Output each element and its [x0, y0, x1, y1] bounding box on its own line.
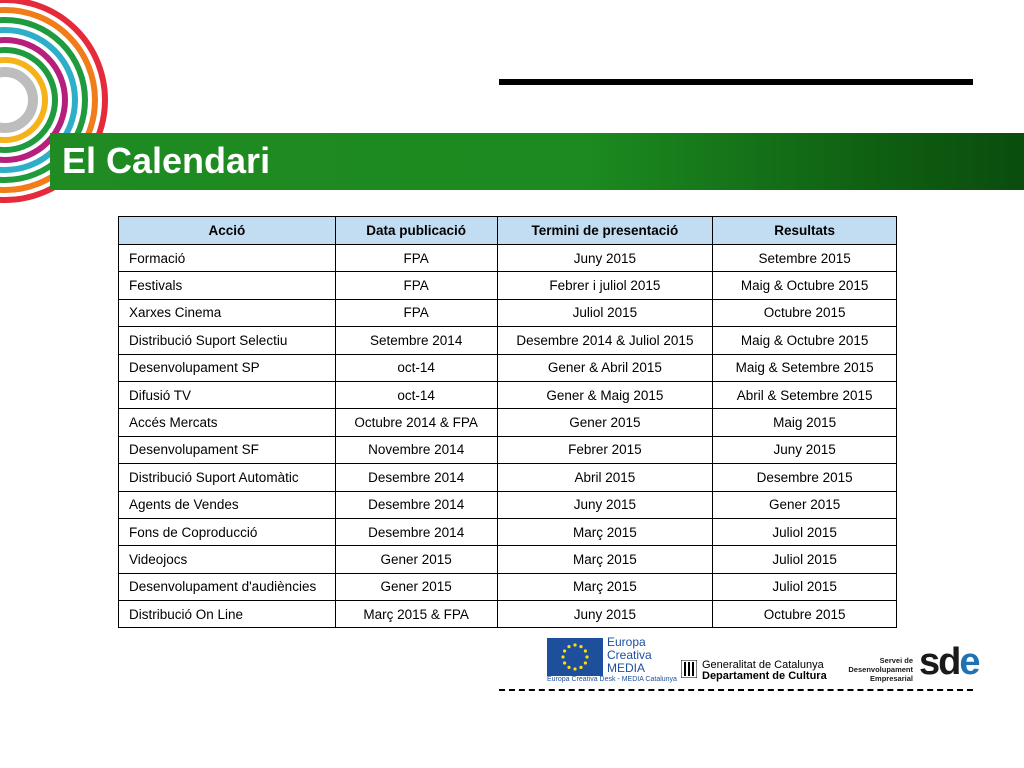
table-row: [119, 518, 897, 545]
table-row: [119, 464, 897, 491]
table-header-row: [119, 217, 897, 245]
title-bar: [50, 133, 1024, 190]
media-line: MEDIA: [607, 661, 646, 675]
cell-data-publicacio: Desembre 2014: [335, 464, 497, 491]
cell-termini: Gener 2015: [497, 409, 713, 436]
cell-accio: Videojocs: [119, 546, 336, 573]
table-row: [119, 436, 897, 463]
generalitat-icon: [681, 660, 697, 678]
table-row: [119, 299, 897, 326]
table-row: [119, 354, 897, 381]
calendar-table: [118, 216, 897, 628]
europa-creativa-logo: [607, 636, 652, 675]
cell-data-publicacio: Octubre 2014 & FPA: [335, 409, 497, 436]
table-row: [119, 601, 897, 628]
header-data-publicacio: Data publicació: [335, 217, 497, 245]
cell-data-publicacio: FPA: [335, 272, 497, 299]
cell-resultats: Abril & Setembre 2015: [713, 381, 897, 408]
table-row: [119, 245, 897, 272]
cell-accio: Distribució Suport Automàtic: [119, 464, 336, 491]
cell-termini: Gener & Maig 2015: [497, 381, 713, 408]
header-accio: Acció: [119, 217, 336, 245]
cell-data-publicacio: oct-14: [335, 354, 497, 381]
europa-line: Europa: [607, 635, 646, 649]
cell-data-publicacio: Setembre 2014: [335, 327, 497, 354]
cell-resultats: Maig & Setembre 2015: [713, 354, 897, 381]
table-row: [119, 272, 897, 299]
decorative-arcs: [0, 0, 110, 240]
cell-data-publicacio: Novembre 2014: [335, 436, 497, 463]
cell-data-publicacio: Desembre 2014: [335, 518, 497, 545]
cell-accio: Xarxes Cinema: [119, 299, 336, 326]
cell-data-publicacio: Desembre 2014: [335, 491, 497, 518]
sde-logo-e: e: [959, 641, 979, 683]
cell-accio: Desenvolupament SP: [119, 354, 336, 381]
cell-resultats: Juliol 2015: [713, 546, 897, 573]
sde-logo-d: d: [938, 641, 960, 683]
cell-resultats: Juny 2015: [713, 436, 897, 463]
cell-termini: Febrer i juliol 2015: [497, 272, 713, 299]
cell-termini: Març 2015: [497, 518, 713, 545]
cell-termini: Juny 2015: [497, 245, 713, 272]
cell-accio: Festivals: [119, 272, 336, 299]
cell-termini: Juliol 2015: [497, 299, 713, 326]
cell-accio: Difusió TV: [119, 381, 336, 408]
sde-logo: [919, 642, 979, 682]
cell-data-publicacio: Gener 2015: [335, 573, 497, 600]
cell-accio: Formació: [119, 245, 336, 272]
cell-data-publicacio: Març 2015 & FPA: [335, 601, 497, 628]
cell-resultats: Octubre 2015: [713, 601, 897, 628]
cell-accio: Fons de Coproducció: [119, 518, 336, 545]
cell-resultats: Maig & Octubre 2015: [713, 327, 897, 354]
departament-label: Departament de Cultura: [702, 670, 827, 682]
footer-logos: [547, 636, 977, 686]
dashed-rule: [499, 689, 973, 691]
cell-resultats: Maig & Octubre 2015: [713, 272, 897, 299]
cell-termini: Març 2015: [497, 546, 713, 573]
cell-accio: Agents de Vendes: [119, 491, 336, 518]
cell-termini: Març 2015: [497, 573, 713, 600]
eu-flag-icon: [547, 638, 603, 676]
cell-data-publicacio: FPA: [335, 299, 497, 326]
cell-accio: Desenvolupament SF: [119, 436, 336, 463]
cell-termini: Febrer 2015: [497, 436, 713, 463]
table-row: [119, 409, 897, 436]
cell-data-publicacio: Gener 2015: [335, 546, 497, 573]
sde-description: [843, 656, 913, 683]
cell-termini: Abril 2015: [497, 464, 713, 491]
sde-line-2: Desenvolupament: [848, 665, 913, 674]
sde-line-3: Empresarial: [870, 674, 913, 683]
cell-resultats: Setembre 2015: [713, 245, 897, 272]
cell-resultats: Juliol 2015: [713, 573, 897, 600]
cell-resultats: Octubre 2015: [713, 299, 897, 326]
page-title: El Calendari: [62, 140, 271, 181]
cell-termini: Desembre 2014 & Juliol 2015: [497, 327, 713, 354]
table-row: [119, 573, 897, 600]
cell-accio: Distribució Suport Selectiu: [119, 327, 336, 354]
header-termini: Termini de presentació: [497, 217, 713, 245]
table-row: [119, 491, 897, 518]
cell-resultats: Maig 2015: [713, 409, 897, 436]
table-row: [119, 327, 897, 354]
cell-accio: Distribució On Line: [119, 601, 336, 628]
cell-termini: Juny 2015: [497, 491, 713, 518]
top-rule: [499, 79, 973, 85]
cell-termini: Gener & Abril 2015: [497, 354, 713, 381]
sde-line-1: Servei de: [879, 656, 913, 665]
cell-resultats: Gener 2015: [713, 491, 897, 518]
cell-resultats: Desembre 2015: [713, 464, 897, 491]
header-resultats: Resultats: [713, 217, 897, 245]
cell-resultats: Juliol 2015: [713, 518, 897, 545]
cell-termini: Juny 2015: [497, 601, 713, 628]
cell-accio: Desenvolupament d'audiències: [119, 573, 336, 600]
europa-subtitle: Europa Creativa Desk - MEDIA Catalunya: [547, 676, 677, 683]
cell-data-publicacio: FPA: [335, 245, 497, 272]
sde-logo-s: s: [919, 641, 939, 683]
generalitat-label: Generalitat de Catalunya: [702, 659, 824, 671]
creativa-line: Creativa: [607, 648, 652, 662]
table-row: [119, 546, 897, 573]
table-row: [119, 381, 897, 408]
cell-accio: Accés Mercats: [119, 409, 336, 436]
cell-data-publicacio: oct-14: [335, 381, 497, 408]
